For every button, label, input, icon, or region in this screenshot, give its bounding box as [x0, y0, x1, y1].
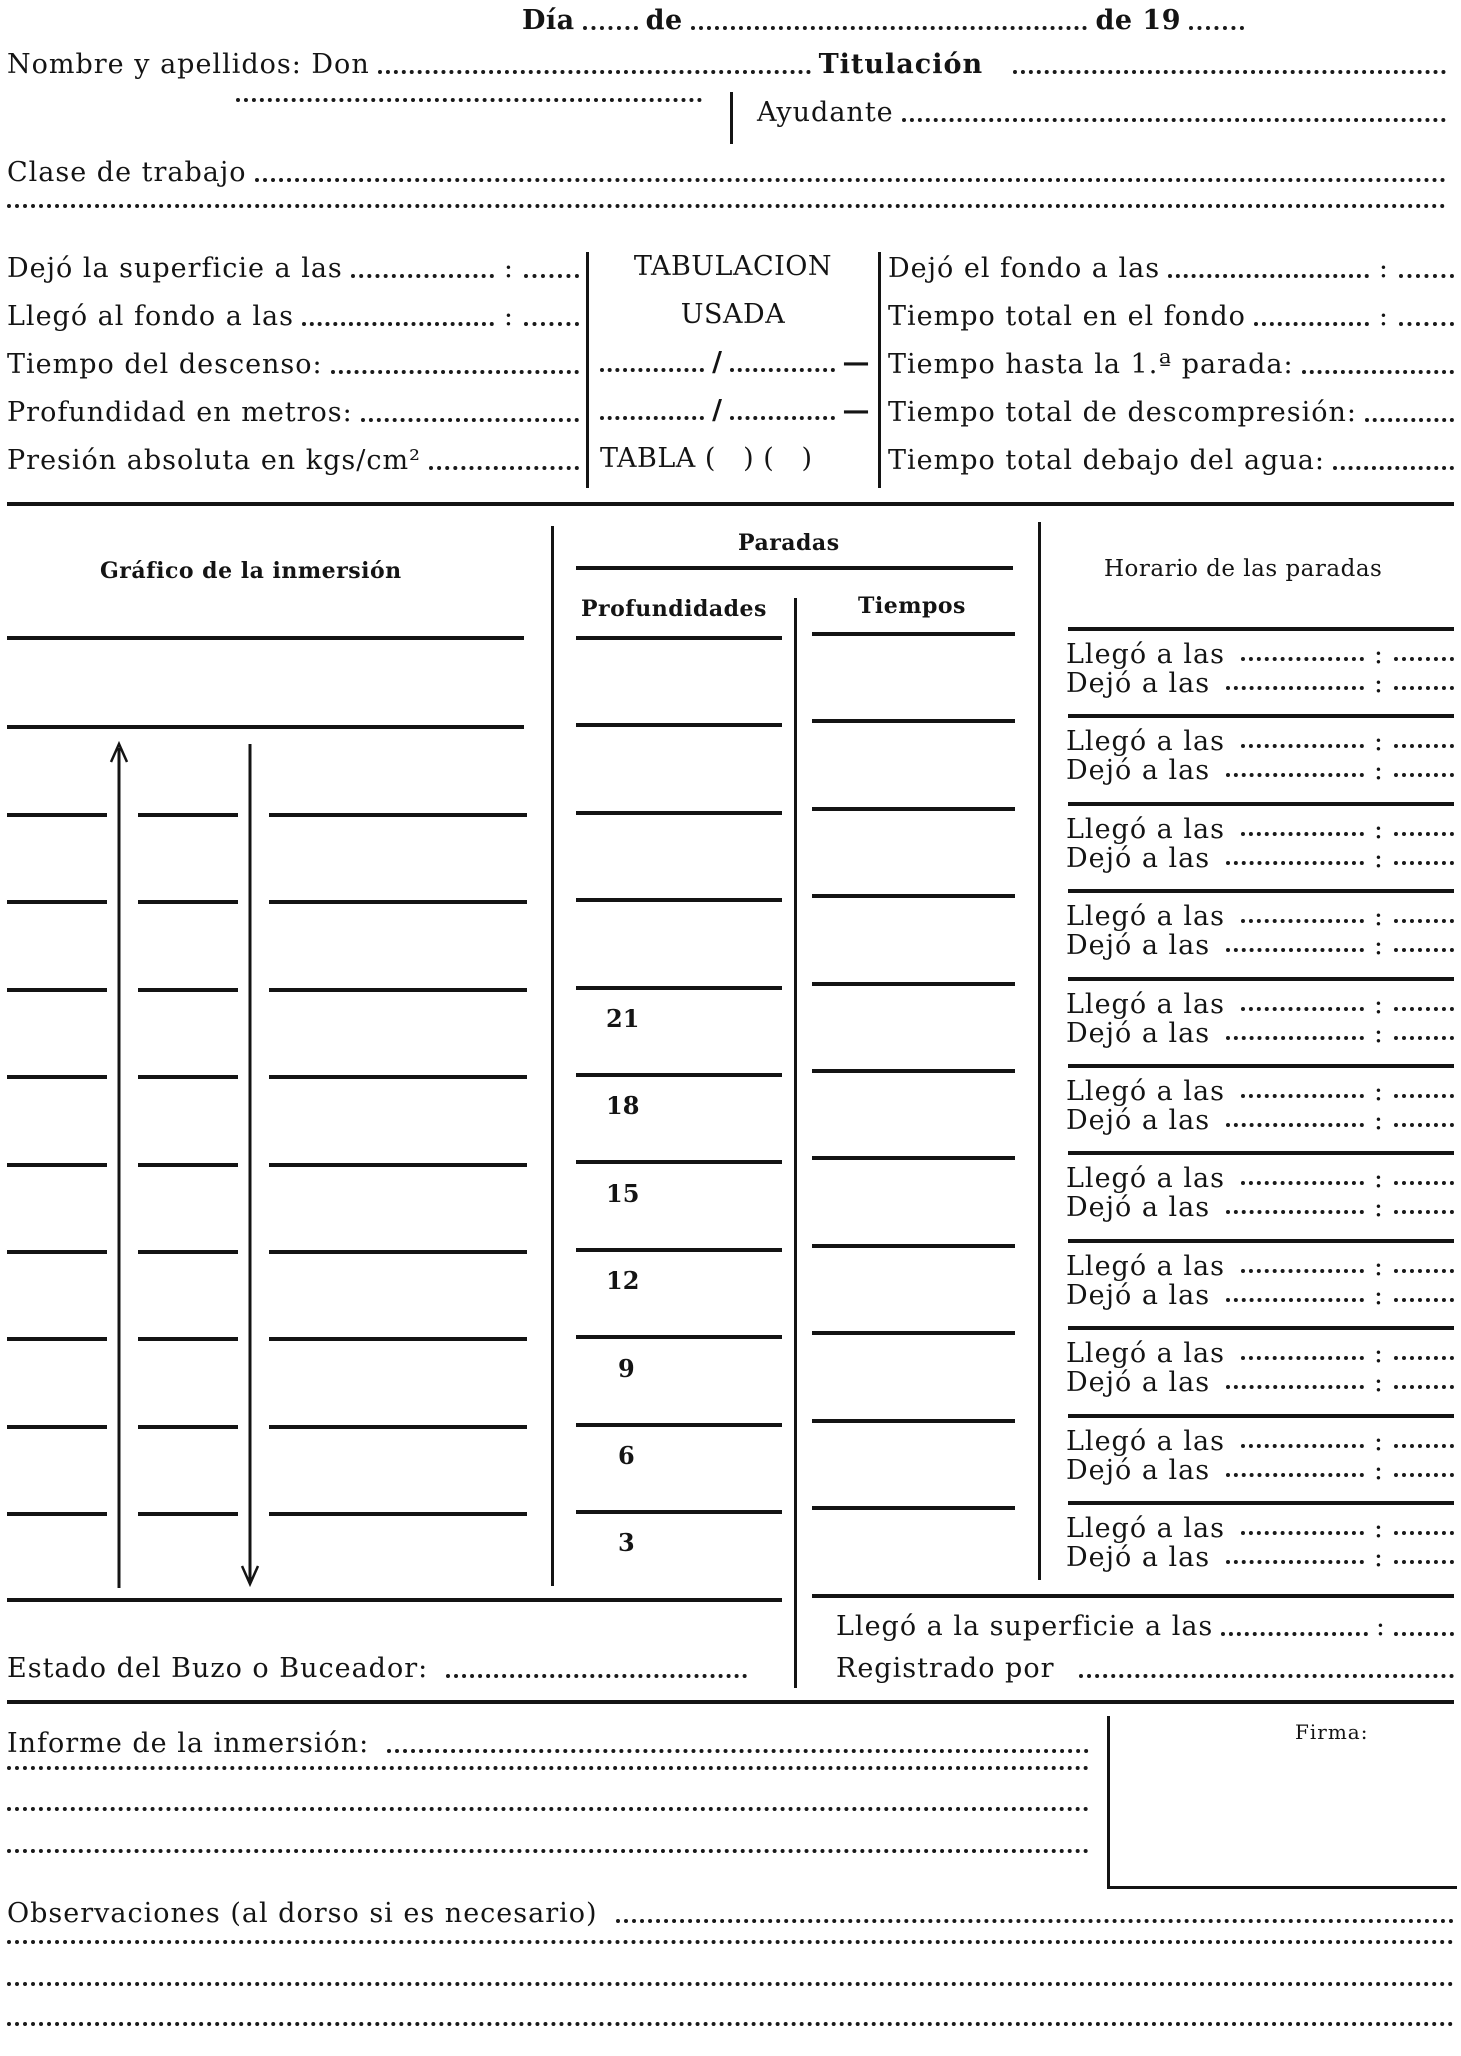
arrived-row — [1066, 727, 1454, 756]
informe-line-2[interactable] — [7, 1766, 1097, 1778]
left-minute-field[interactable] — [1394, 1036, 1454, 1040]
profundidad-line — [576, 723, 782, 727]
sep: : — [1375, 1611, 1386, 1642]
left-row — [1066, 1543, 1454, 1572]
arrived-hour-field[interactable] — [1241, 1007, 1364, 1011]
arrived-row — [1066, 990, 1454, 1019]
arrived-hour-field[interactable] — [1241, 1269, 1364, 1273]
arrived-label: Llegó a las — [1066, 901, 1225, 933]
sep: : — [1373, 1338, 1384, 1370]
usada-text: USADA — [680, 299, 786, 330]
estado-field[interactable] — [446, 1674, 747, 1678]
left-minute-field[interactable] — [1394, 1123, 1454, 1127]
dash: — — [842, 395, 870, 426]
left-hour-field[interactable] — [1226, 1560, 1364, 1564]
left-minute-field[interactable] — [1394, 861, 1454, 865]
paradas-column-divider — [794, 598, 797, 1688]
registrado-line — [836, 1652, 1454, 1686]
tab-depth-field[interactable] — [600, 368, 704, 372]
left-row — [1066, 1281, 1454, 1310]
arrived-row — [1066, 1339, 1454, 1368]
arrived-minute-field[interactable] — [1394, 919, 1454, 923]
left-hour-field[interactable] — [1226, 1210, 1364, 1214]
arrived-row — [1066, 1077, 1454, 1106]
time-row-label: Tiempo total en el fondo — [888, 301, 1246, 332]
arrived-hour-field[interactable] — [1241, 832, 1364, 836]
arrived-minute-field[interactable] — [1394, 1356, 1454, 1360]
tab-depth-field-2[interactable] — [600, 416, 704, 420]
left-hour-field[interactable] — [1226, 1473, 1364, 1477]
left-row — [1066, 931, 1454, 960]
tiempo-line — [812, 632, 1015, 636]
horario-entry — [1066, 1077, 1454, 1135]
time-row — [888, 444, 1454, 478]
ayudante-field[interactable] — [902, 118, 1446, 122]
tiempos-header: Tiempos — [858, 593, 966, 619]
nombre-label: Nombre y apellidos: Don — [7, 49, 370, 80]
horario-entry — [1066, 902, 1454, 960]
arrived-row — [1066, 1252, 1454, 1281]
arrived-minute-field[interactable] — [1394, 1094, 1454, 1098]
tabulacion-text: TABULACION — [633, 251, 833, 282]
ayudante-label: Ayudante — [757, 97, 894, 128]
arrived-minute-field[interactable] — [1394, 657, 1454, 661]
arrived-hour-field[interactable] — [1241, 1094, 1364, 1098]
informe-field-3[interactable] — [7, 1807, 1089, 1811]
informe-line-4[interactable] — [7, 1849, 1097, 1861]
left-row — [1066, 1368, 1454, 1397]
sep: : — [1373, 813, 1384, 845]
tiempo-line — [812, 1069, 1015, 1073]
arrived-hour-field[interactable] — [1241, 1356, 1364, 1360]
sep: : — [1373, 1367, 1384, 1399]
time-row — [888, 396, 1454, 430]
left-label: Dejó a las — [1066, 1454, 1211, 1486]
profundidad-line — [576, 986, 782, 990]
superficie-minute-field[interactable] — [1394, 1632, 1454, 1636]
tiempo-line — [812, 719, 1015, 723]
tiempo-line — [812, 894, 1015, 898]
estado-label: Estado del Buzo o Buceador: — [7, 1653, 429, 1684]
informe-label: Informe de la inmersión: — [7, 1728, 370, 1759]
horario-separator — [1068, 627, 1454, 631]
firma-label: Firma: — [1295, 1720, 1369, 1744]
profundidad-line — [576, 1335, 782, 1339]
sep: : — [1373, 842, 1384, 874]
profundidad-line — [576, 1423, 782, 1427]
year-label: de 19 — [1095, 5, 1181, 36]
left-minute-field[interactable] — [1394, 1385, 1454, 1389]
arrived-minute-field[interactable] — [1394, 744, 1454, 748]
sep: : — [1373, 1163, 1384, 1195]
profundidad-line — [576, 898, 782, 902]
left-row — [1066, 1106, 1454, 1135]
sep: : — [1373, 1017, 1384, 1049]
arrived-row — [1066, 815, 1454, 844]
arrived-row — [1066, 1514, 1454, 1543]
tab-time-field[interactable] — [730, 368, 834, 372]
left-label: Dejó a las — [1066, 842, 1211, 874]
time-row-label: Tiempo hasta la 1.ª parada: — [888, 349, 1294, 380]
registrado-label: Registrado por — [836, 1653, 1055, 1684]
depth-value: 12 — [606, 1266, 640, 1296]
left-minute-field[interactable] — [1394, 773, 1454, 777]
left-hour-field[interactable] — [1226, 948, 1364, 952]
dia-label: Día — [522, 5, 575, 36]
left-hour-field[interactable] — [1226, 1123, 1364, 1127]
observaciones-field[interactable] — [616, 1919, 1454, 1923]
left-hour-field[interactable] — [1226, 1036, 1364, 1040]
sep: : — [1373, 1454, 1384, 1486]
observaciones-line-3[interactable] — [7, 1982, 1454, 1994]
time-row — [888, 300, 1454, 334]
time-row-label: Llegó al fondo a las — [7, 301, 295, 332]
depth-value: 6 — [618, 1441, 635, 1470]
arrived-minute-field[interactable] — [1394, 1444, 1454, 1448]
paradas-title: Paradas — [738, 530, 840, 556]
titulacion-field[interactable] — [1013, 70, 1446, 74]
time-row-label: Tiempo total de descompresión: — [888, 397, 1357, 428]
arrived-row — [1066, 640, 1454, 669]
informe-field-2[interactable] — [7, 1766, 1089, 1770]
arrived-hour-field[interactable] — [1241, 744, 1364, 748]
time-row — [888, 348, 1454, 382]
horario-separator — [1068, 1326, 1454, 1330]
left-row — [1066, 1456, 1454, 1485]
left-label: Dejó a las — [1066, 1105, 1211, 1136]
arrived-label: Llegó a las — [1066, 1338, 1225, 1370]
tabulacion-row-2 — [600, 394, 870, 428]
graph-arrows — [0, 0, 560, 1600]
superficie-label: Llegó a la superficie a las — [836, 1611, 1214, 1642]
tabla-text: TABLA ( ) ( ) — [600, 443, 813, 474]
time-row — [888, 252, 1454, 286]
depth-value: 18 — [606, 1091, 640, 1121]
times-divider-left — [586, 252, 589, 488]
left-minute-field[interactable] — [1394, 948, 1454, 952]
left-hour-field[interactable] — [1226, 686, 1364, 690]
arrived-label: Llegó a las — [1066, 639, 1225, 670]
arrived-hour-field[interactable] — [1241, 1444, 1364, 1448]
time-row-label: Tiempo total debajo del agua: — [888, 445, 1325, 476]
left-minute-field[interactable] — [1394, 1560, 1454, 1564]
depth-value: 3 — [618, 1528, 635, 1558]
slash: / — [712, 395, 723, 426]
registrado-field[interactable] — [1079, 1674, 1454, 1678]
profundidad-line — [576, 1510, 782, 1514]
horario-entry — [1066, 1514, 1454, 1572]
superficie-line — [836, 1610, 1454, 1644]
profundidad-line — [576, 1160, 782, 1164]
value-field[interactable] — [1365, 418, 1454, 422]
arrived-label: Llegó a las — [1066, 1163, 1225, 1195]
profundidad-line — [576, 811, 782, 815]
arrived-hour-field[interactable] — [1241, 1181, 1364, 1185]
sep: : — [1378, 301, 1389, 332]
tab-time-field-2[interactable] — [730, 416, 834, 420]
horario-separator — [1068, 977, 1454, 981]
left-minute-field[interactable] — [1394, 686, 1454, 690]
sep: : — [1373, 639, 1384, 670]
tiempo-line — [812, 1331, 1015, 1335]
left-row — [1066, 844, 1454, 873]
sep: : — [1373, 1542, 1384, 1573]
sep: : — [1373, 901, 1384, 933]
tabulacion-row-1 — [600, 346, 870, 380]
profundidad-line — [576, 1073, 782, 1077]
depth-value: 21 — [606, 1004, 640, 1033]
minute-field[interactable] — [1399, 274, 1454, 278]
arrived-label: Llegó a las — [1066, 1076, 1225, 1107]
left-row — [1066, 669, 1454, 698]
dash: — — [842, 347, 870, 378]
sep: : — [1373, 1192, 1384, 1224]
sep: : — [1373, 726, 1384, 758]
depth-value: 15 — [606, 1178, 640, 1208]
horario-entry — [1066, 990, 1454, 1048]
observaciones-field-4[interactable] — [7, 2022, 1454, 2026]
hour-field[interactable] — [1254, 322, 1369, 326]
sep: : — [1378, 253, 1389, 284]
titulacion-label: Titulación — [818, 49, 984, 80]
horario-separator — [1068, 714, 1454, 718]
depth-value: 9 — [618, 1353, 635, 1383]
day-field[interactable] — [583, 26, 638, 30]
times-divider-right — [878, 252, 881, 488]
horario-entry — [1066, 1164, 1454, 1222]
arrived-hour-field[interactable] — [1241, 1531, 1364, 1535]
sep: : — [1373, 988, 1384, 1020]
tiempo-line — [812, 1419, 1015, 1423]
horario-entry — [1066, 640, 1454, 698]
tiempo-line — [812, 1506, 1015, 1510]
arrived-minute-field[interactable] — [1394, 1181, 1454, 1185]
horario-separator — [1068, 1064, 1454, 1068]
sep: : — [1373, 1425, 1384, 1457]
horario-divider — [1038, 522, 1041, 1580]
informe-line — [7, 1727, 1097, 1761]
left-hour-field[interactable] — [1226, 1385, 1364, 1389]
horario-title: Horario de las paradas — [1104, 556, 1383, 582]
horario-separator — [1068, 1501, 1454, 1505]
sep: : — [1373, 930, 1384, 962]
left-label: Dejó a las — [1066, 930, 1211, 962]
ayudante-divider — [730, 92, 733, 144]
slash: / — [712, 347, 723, 378]
time-row-label: Dejó el fondo a las — [888, 253, 1161, 284]
estado-divider — [794, 1598, 797, 1688]
tiempo-line — [812, 1156, 1015, 1160]
sep: : — [1373, 1076, 1384, 1107]
informe-field-4[interactable] — [7, 1849, 1089, 1853]
time-row-label: Profundidad en metros: — [7, 397, 353, 428]
left-hour-field[interactable] — [1226, 1298, 1364, 1302]
value-field[interactable] — [1333, 466, 1454, 470]
tiempo-line — [812, 807, 1015, 811]
arrived-label: Llegó a las — [1066, 1425, 1225, 1457]
observaciones-line-2[interactable] — [7, 1940, 1454, 1952]
estado-line — [7, 1652, 755, 1686]
month-field[interactable] — [691, 26, 1088, 30]
value-field[interactable] — [1302, 370, 1454, 374]
left-minute-field[interactable] — [1394, 1298, 1454, 1302]
horario-separator — [1068, 889, 1454, 893]
date-line — [522, 4, 1252, 38]
profundidad-line — [576, 1248, 782, 1252]
graph-title: Gráfico de la inmersión — [100, 558, 402, 584]
year-field[interactable] — [1189, 26, 1244, 30]
left-label: Dejó a las — [1066, 1279, 1211, 1311]
arrived-label: Llegó a las — [1066, 988, 1225, 1020]
observaciones-label: Observaciones (al dorso si es necesario) — [7, 1898, 598, 1929]
usada-label — [592, 298, 874, 332]
sep: : — [503, 301, 514, 332]
minute-field[interactable] — [1399, 322, 1454, 326]
left-hour-field[interactable] — [1226, 773, 1364, 777]
arrived-label: Llegó a las — [1066, 726, 1225, 758]
superficie-divider — [812, 1594, 1454, 1598]
arrived-hour-field[interactable] — [1241, 657, 1364, 661]
sep: : — [1373, 668, 1384, 699]
superficie-hour-field[interactable] — [1221, 1632, 1368, 1636]
section-divider-bottom — [7, 1700, 1454, 1704]
sep: : — [1373, 1250, 1384, 1282]
informe-line-3[interactable] — [7, 1807, 1097, 1819]
horario-separator — [1068, 1151, 1454, 1155]
arrived-minute-field[interactable] — [1394, 1531, 1454, 1535]
time-row-label: Tiempo del descenso: — [7, 349, 323, 380]
arrived-minute-field[interactable] — [1394, 832, 1454, 836]
arrived-minute-field[interactable] — [1394, 1269, 1454, 1273]
hour-field[interactable] — [1168, 274, 1369, 278]
arrived-row — [1066, 1164, 1454, 1193]
observaciones-line — [7, 1897, 1454, 1931]
horario-entry — [1066, 1339, 1454, 1397]
sep: : — [1373, 1105, 1384, 1136]
observaciones-line-4[interactable] — [7, 2022, 1454, 2034]
arrived-hour-field[interactable] — [1241, 919, 1364, 923]
tabla-label — [600, 442, 870, 476]
arrived-row — [1066, 1427, 1454, 1456]
horario-entry — [1066, 727, 1454, 785]
arrived-minute-field[interactable] — [1394, 1007, 1454, 1011]
tiempo-line — [812, 982, 1015, 986]
tabulacion-label — [592, 250, 874, 284]
left-row — [1066, 756, 1454, 785]
de-label: de — [645, 5, 683, 36]
observaciones-field-2[interactable] — [7, 1940, 1454, 1944]
sep: : — [1373, 1513, 1384, 1544]
horario-separator — [1068, 1239, 1454, 1243]
horario-entry — [1066, 1252, 1454, 1310]
firma-box[interactable] — [1107, 1716, 1457, 1889]
left-row — [1066, 1019, 1454, 1048]
informe-field[interactable] — [387, 1749, 1089, 1753]
clase-label: Clase de trabajo — [7, 157, 247, 188]
left-label: Dejó a las — [1066, 1542, 1211, 1573]
left-label: Dejó a las — [1066, 668, 1211, 699]
left-label: Dejó a las — [1066, 1367, 1211, 1399]
tiempo-line — [812, 1244, 1015, 1248]
arrived-row — [1066, 902, 1454, 931]
time-row-label: Presión absoluta en kgs/cm² — [7, 445, 421, 476]
profundidades-header: Profundidades — [581, 596, 767, 622]
left-hour-field[interactable] — [1226, 861, 1364, 865]
arrived-label: Llegó a las — [1066, 813, 1225, 845]
time-row-label: Dejó la superficie a las — [7, 253, 343, 284]
sep: : — [503, 253, 514, 284]
sep: : — [1373, 1279, 1384, 1311]
left-label: Dejó a las — [1066, 755, 1211, 787]
observaciones-field-3[interactable] — [7, 1982, 1454, 1986]
left-label: Dejó a las — [1066, 1017, 1211, 1049]
arrived-label: Llegó a las — [1066, 1513, 1225, 1544]
left-label: Dejó a las — [1066, 1192, 1211, 1224]
horario-entry — [1066, 815, 1454, 873]
horario-separator — [1068, 802, 1454, 806]
paradas-underline — [576, 566, 1013, 570]
left-row — [1066, 1193, 1454, 1222]
left-minute-field[interactable] — [1394, 1473, 1454, 1477]
sep: : — [1373, 755, 1384, 787]
left-minute-field[interactable] — [1394, 1210, 1454, 1214]
ayudante-line — [757, 96, 1454, 130]
arrived-label: Llegó a las — [1066, 1250, 1225, 1282]
profundidad-line — [576, 636, 782, 640]
horario-separator — [1068, 1414, 1454, 1418]
horario-entry — [1066, 1427, 1454, 1485]
